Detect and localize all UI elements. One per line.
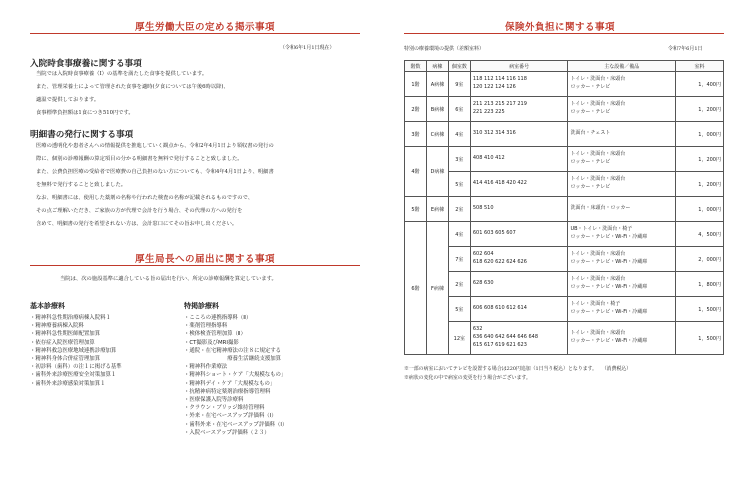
left-title: 厚生労働大臣の定める掲示事項 <box>135 22 276 33</box>
ward-cell: C病棟 <box>426 122 448 147</box>
basic-fee-item: ・歯科外来診療医療安全対策加算１ <box>30 372 117 379</box>
count-cell: 5室 <box>448 172 470 197</box>
header-floor: 階数 <box>405 61 427 72</box>
special-fee-item: ・通院・在宅精神療法の注８に規定する <box>184 347 282 354</box>
equip-line: ロッカー・テレビ・Wi-Fi・冷蔵庫 <box>570 234 648 240</box>
rooms-cell <box>470 197 568 222</box>
table-row <box>405 72 724 97</box>
equip-cell <box>568 122 676 147</box>
equip-line: ロッカー・テレビ・Wi-Fi・冷蔵庫 <box>570 309 648 315</box>
room-line: 221 223 225 <box>472 109 505 115</box>
count-cell: 4室 <box>448 222 470 247</box>
equip-line: 洗面台・チェスト <box>570 130 611 137</box>
equip-cell <box>568 247 676 272</box>
special-fee-item: ・クラウン・ブリッジ維持管理料 <box>184 405 265 412</box>
floor-cell: 3階 <box>405 122 427 147</box>
price-cell: 1，500円 <box>676 322 724 355</box>
rooms-cell <box>470 297 568 322</box>
table-row <box>405 172 724 197</box>
meal-line-1: 当院では入院時食事療養（Ⅰ）の基準を満たした食事を提供しています。 <box>36 71 208 77</box>
left-date: （令和6年1月1日現在） <box>280 45 335 51</box>
meal-line-2: また、管理栄養士によって管理された食事を適時(夕食については午後6時以降)、 <box>36 84 229 90</box>
equip-line: トイレ・洗面台・床頭台 <box>570 76 626 83</box>
rooms-cell <box>470 122 568 147</box>
table-row <box>405 197 724 222</box>
table-note-2: ※病状の変化の中で病室の変更を行う場合がございます。 <box>404 375 531 381</box>
floor-cell: 6階 <box>405 222 427 355</box>
statement-line-5: なお、明細書には、使用した薬剤の名称や行われた検査の名称が記載されるものですので、 <box>36 195 254 201</box>
statement-line-4: を無料で発行することと致しました。 <box>36 182 127 188</box>
count-cell: 7室 <box>448 247 470 272</box>
equip-line: トイレ・洗面台・椅子 <box>570 301 621 308</box>
ward-cell: B病棟 <box>426 97 448 122</box>
table-row <box>405 322 724 355</box>
room-line: 310 312 314 316 <box>472 130 516 137</box>
equip-line: UB・トイレ・洗面台・椅子 <box>570 226 633 233</box>
rooms-cell <box>470 72 568 97</box>
right-subtitle: 特別の療養環境の提供（差額室料） <box>404 46 485 52</box>
rooms-cell <box>470 322 568 355</box>
table-note-1: ※一部の病室においてテレビを設置する場合は220円追加（1日当り税込）となります。 （消費税込） <box>404 366 632 372</box>
special-fee-item: ・精神科作業療法 <box>184 364 228 371</box>
statement-line-1: 医療の透明化や患者さんへの情報提供を推進していく観点から、令和2年4月1日より領収書の発行の <box>36 143 274 149</box>
room-line: 118 112 114 116 118 <box>472 76 527 83</box>
special-fee-item: 療養生活継続支援加算 <box>184 356 282 363</box>
special-fee-item: ・医療保護入院等診療料 <box>184 397 244 404</box>
special-fee-item: ・外来・在宅ベースアップ評価料（Ⅰ） <box>184 413 277 420</box>
special-fee-item: ・精神科デイ・ケア「大規模なもの」 <box>184 380 276 387</box>
special-fee-item: ・CT撮影及びMRI撮影 <box>184 339 239 346</box>
count-cell: 5室 <box>448 297 470 322</box>
basic-fee-item: ・精神療養病棟入院料 <box>30 323 84 330</box>
ward-cell: E病棟 <box>426 197 448 222</box>
basic-fee-item: ・歯科外来診療感染対策加算１ <box>30 380 106 387</box>
special-fee-item: ・薬剤管理指導料 <box>184 323 228 330</box>
header-rooms: 病室番号 <box>470 61 568 72</box>
price-cell: 2，000円 <box>676 247 724 272</box>
price-cell: 1，500円 <box>676 297 724 322</box>
statement-line-3: また、公費負担医療の受給者で医療費の自己負担のない方についても、令和4年4月1日より、明細書 <box>36 169 274 175</box>
special-fee-item: ・歯科外来・在宅ベースアップ評価料（Ⅰ） <box>184 421 288 428</box>
header-price: 室料 <box>676 61 724 72</box>
equip-line: ロッカー・テレビ・Wi-Fi・冷蔵庫 <box>570 284 648 290</box>
equip-cell <box>568 72 676 97</box>
basic-fee-item: ・初診料（歯科）の注１に掲げる基準 <box>30 364 122 371</box>
ward-cell: D病棟 <box>426 147 448 197</box>
special-fee-item: ・こころの連携指導料（Ⅱ） <box>184 315 252 321</box>
room-line: 606 608 610 612 614 <box>472 305 527 312</box>
table-row <box>405 247 724 272</box>
table-row <box>405 272 724 297</box>
equip-cell <box>568 172 676 197</box>
floor-cell: 2階 <box>405 97 427 122</box>
equip-cell <box>568 197 676 222</box>
special-fee-list <box>184 314 287 437</box>
rooms-cell <box>470 272 568 297</box>
rooms-cell <box>470 247 568 272</box>
price-cell: 4，500円 <box>676 222 724 247</box>
room-line: 615 617 619 621 623 <box>472 341 527 348</box>
room-line: 601 603 605 607 <box>472 230 516 237</box>
price-cell: 1，000円 <box>676 197 724 222</box>
basic-fee-item: ・精神科身体合併症管理加算 <box>30 356 101 363</box>
room-line: 636 640 642 644 646 648 <box>472 334 539 341</box>
statement-heading: 明細書の発行に関する事項 <box>30 130 134 140</box>
header-count: 個室数 <box>448 61 470 72</box>
table-row <box>405 97 724 122</box>
price-cell: 1，000円 <box>676 122 724 147</box>
price-cell: 1，200円 <box>676 172 724 197</box>
equip-line: ロッカー・テレビ・Wi-Fi・冷蔵庫 <box>570 259 648 265</box>
meal-heading: 入院時食事療養に関する事項 <box>30 59 142 69</box>
room-line: 120 122 124 126 <box>472 84 516 90</box>
room-line: 414 416 418 420 422 <box>472 180 527 187</box>
rooms-cell <box>470 222 568 247</box>
header-equipment: 主な設備／備品 <box>568 61 676 72</box>
floor-cell: 1階 <box>405 72 427 97</box>
count-cell: 6室 <box>448 97 470 122</box>
ward-cell: F病棟 <box>426 222 448 355</box>
room-line: 211 213 215 217 219 <box>472 101 527 108</box>
equip-line: ロッカー・テレビ <box>570 109 611 115</box>
special-fee-item: ・抗精神病特定薬剤治療指導管理料 <box>184 388 271 395</box>
count-cell: 4室 <box>448 122 470 147</box>
statement-line-7: 含めて、明細書の発行を希望されない方は、会計窓口にてその旨お申し出ください。 <box>36 221 238 227</box>
basic-fee-item: ・精神科救急医療地域連携診療加算 <box>30 347 117 354</box>
statement-line-2: 際に、個別の診療報酬の算定項目の分かる明細書を無料で発行することと致しました。 <box>36 156 243 162</box>
basic-fee-list <box>30 314 122 388</box>
basic-fee-heading: 基本診療料 <box>30 302 65 310</box>
header-ward: 病棟 <box>426 61 448 72</box>
basic-fee-item: ・依存症入院医療管理加算 <box>30 339 95 346</box>
equip-line: ロッカー・テレビ <box>570 84 611 90</box>
floor-cell: 4階 <box>405 147 427 197</box>
statement-line-6: その点ご理解いただき、ご家族の方が代理で会計を行う場合、その代理の方への発行を <box>36 208 243 214</box>
room-line: 632 <box>472 326 483 333</box>
room-line: 602 604 <box>472 251 494 258</box>
room-fee-table <box>404 60 724 355</box>
rooms-cell <box>470 97 568 122</box>
room-line: 618 620 622 624 626 <box>472 259 527 265</box>
equip-line: 洗面台・床頭台・ロッカー <box>570 205 631 212</box>
equip-line: トイレ・洗面台・床頭台 <box>570 151 626 158</box>
left-title-underline <box>30 33 360 34</box>
table-header-row <box>405 61 724 72</box>
table-row <box>405 147 724 172</box>
special-fee-item: ・検体検査管理加算（Ⅱ） <box>184 331 246 338</box>
equip-cell <box>568 222 676 247</box>
table-row <box>405 222 724 247</box>
right-title-underline <box>404 33 724 34</box>
special-fee-item: ・精神科ショート・ケア「大規模なもの」 <box>184 372 287 379</box>
equip-line: トイレ・洗面台・床頭台 <box>570 330 626 337</box>
special-fee-heading: 特掲診療料 <box>184 302 219 310</box>
notification-title: 厚生局長への届出に関する事項 <box>135 254 276 265</box>
notification-intro: 当院は、次の施設基準に適合している旨の届出を行い、所定の診療報酬を算定しています。 <box>60 276 277 282</box>
rooms-cell <box>470 172 568 197</box>
equip-line: トイレ・洗面台・床頭台 <box>570 251 626 258</box>
count-cell: 9室 <box>448 72 470 97</box>
floor-cell: 5階 <box>405 197 427 222</box>
equip-cell <box>568 297 676 322</box>
basic-fee-item: ・精神科急性期医師配置加算 <box>30 331 101 338</box>
equip-cell <box>568 272 676 297</box>
count-cell: 2室 <box>448 272 470 297</box>
room-line: 508 510 <box>472 205 494 212</box>
equip-line: ロッカー・テレビ <box>570 159 611 165</box>
equip-line: ロッカー・テレビ <box>570 184 611 190</box>
count-cell: 2室 <box>448 197 470 222</box>
meal-line-4: 食事標準負担額は1食につき510円です。 <box>36 110 134 116</box>
count-cell: 3室 <box>448 147 470 172</box>
equip-cell <box>568 322 676 355</box>
price-cell: 1，800円 <box>676 272 724 297</box>
meal-line-3: 適温で提供しております。 <box>36 97 100 103</box>
table-row <box>405 297 724 322</box>
price-cell: 1，200円 <box>676 97 724 122</box>
table-row <box>405 122 724 147</box>
equip-line: ロッカー・テレビ・Wi-Fi・冷蔵庫 <box>570 338 648 344</box>
basic-fee-item: ・精神科急性期治療病棟入院料１ <box>30 315 111 321</box>
rooms-cell <box>470 147 568 172</box>
equip-cell <box>568 97 676 122</box>
equip-cell <box>568 147 676 172</box>
equip-line: トイレ・洗面台・床頭台 <box>570 276 626 283</box>
notification-title-underline <box>30 265 360 266</box>
equip-line: トイレ・洗面台・床頭台 <box>570 101 626 108</box>
right-date: 令和7年6月1日 <box>668 46 703 52</box>
price-cell: 1，200円 <box>676 147 724 172</box>
right-title: 保険外負担に関する事項 <box>505 22 616 33</box>
count-cell: 12室 <box>448 322 470 355</box>
equip-line: トイレ・洗面台・床頭台 <box>570 176 626 183</box>
room-line: 408 410 412 <box>472 155 505 162</box>
price-cell: 1，400円 <box>676 72 724 97</box>
ward-cell: A病棟 <box>426 72 448 97</box>
room-line: 628 630 <box>472 280 494 287</box>
special-fee-item: ・入院ベースアップ評価料（２３） <box>184 429 270 436</box>
